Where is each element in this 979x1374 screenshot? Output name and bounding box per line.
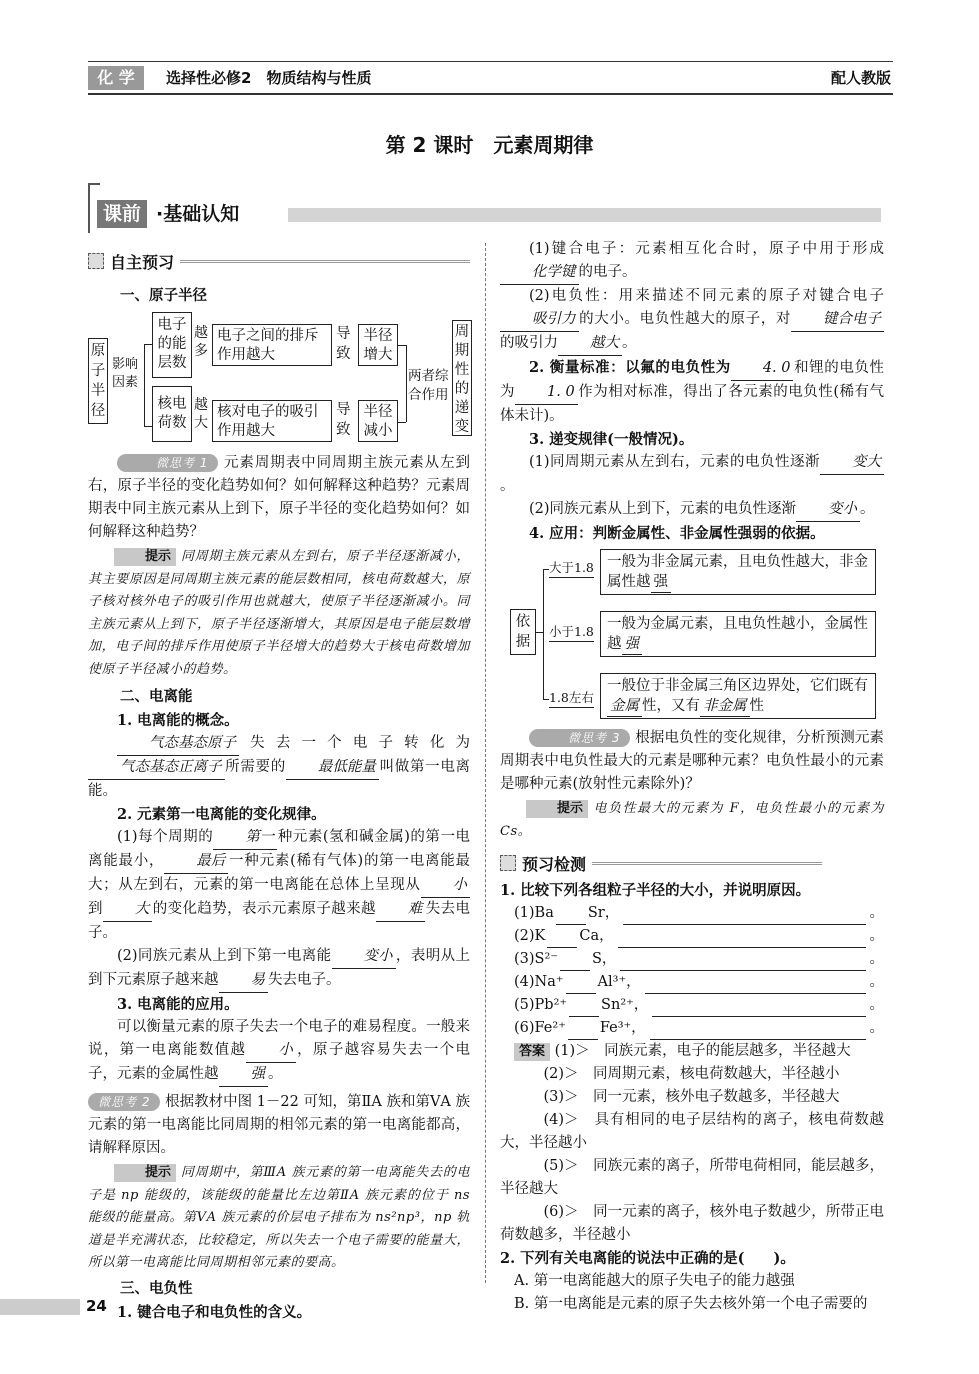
decrease-box: 半径减小: [358, 400, 398, 442]
compare-row: (1)Ba Sr， 。: [500, 902, 884, 925]
trend2: (2)同族元素从上到下，元素的电负性逐渐 变小 。: [500, 498, 884, 522]
attraction-box: 核对电子的吸引作用越大: [212, 400, 332, 442]
radius-diagram: [88, 312, 470, 444]
factor-label: 影响因素: [112, 357, 139, 390]
left-column: 自主预习 一、原子半径 原子半径 影响因素 电子的能层数 越多 电子之间的排斥作用越大 导致 半径增大 两者综合作用 周期性的递变 核电荷数 越大 核对电子的吸引作用越大 导致 半径减小 微思考 1 元素周期表中同周期主族元素从左到右，原子半径的变化趋势如何？如何解释这种趋势？元素周期表中同主族元素从上到下，原子半径的变化趋势如何？如何解释这种趋势？ 提示 同周期主族元素从左到右，原子半径逐渐减小，其主要原因是同周期主族元素的能层数相同，核电荷数越大，原子核对核外电子的吸引作用也就越大，使原子半径逐渐减小。同主族元素从上到下，原子半径逐渐增大，其原因是电子能层数增加，电子间的排斥作用使原子半径增大的趋势大于核电荷数增加使原子半径减小的趋势。 二、电离能 1. 电离能的概念。 气态基态原子 失去一个电子转化为气态基态正离子 所需要的 最低能量 叫做第一电离能。 2. 元素第一电离能的变化规律。 (1)每个周期的 第一 种元素(氢和碱金属)的第一电离能最小， 最后 一种元素(稀有气体)的第一电离能最大；从左到右，元素的第一电离能在总体上呈现从 小到 大 的变化趋势，表示元素原子越来越 难 失去电子。 (2)同族元素从上到下第一电离能 变小 ，表明从上到下元素原子越来越 易 失去电子。 3. 电离能的应用。 可以衡量元素的原子失去一个电子的难易程度。一般来说，第一电离能数值越 小 ，原子越容易失去一个电子，元素的金属性越 强 。 微思考 2 根据教材中图 1－22 可知，第ⅡA 族和第ⅤA 族元素的第一电离能比同周期的相邻元素的第一电离能都高，请解释原因。 提示 同周期中，第ⅢA 族元素的第一电离能失去的电子是 np 能级的，该能级的能量比左边第ⅡA 族元素的位于 ns 能级的能量高。第ⅤA 族元素的价层电子排布为 ns²np³，np 轨道是半充满状态，比较稳定，所以失去一个电子需要的能量大，所以第一电离能比同周期相邻元素的要高。 三、电负性 1. 键合电子和电负性的含义。: [88, 250, 470, 1324]
larger-label: 越大: [194, 397, 208, 431]
hint2-label: 提示: [114, 1164, 176, 1182]
compare-blank[interactable]: [568, 1024, 598, 1040]
header-bottom-rule: [88, 93, 893, 95]
think2-label: 微思考 2: [88, 1093, 160, 1111]
compare-row: (4)Na⁺ Al³⁺， 。: [500, 971, 884, 994]
think2: 微思考 2 根据教材中图 1－22 可知，第ⅡA 族和第ⅤA 族元素的第一电离能比同周期的相邻元素的第一电离能都高，请解释原因。: [88, 1094, 471, 1156]
hint2: 提示 同周期中，第ⅢA 族元素的第一电离能失去的电子是 np 能级的，该能级的能量比左边第ⅡA 族元素的位于 ns 能级的能量高。第ⅤA 族元素的价层电子排布为 ns²np³，np 轨道是半充满状态，比较稳定，所以失去一个电子需要的能量大，所以第一电离能比同周期相邻元素的要高。: [88, 1165, 470, 1270]
note-icon: [500, 855, 516, 871]
branch1-label: 大于1.8: [549, 559, 594, 578]
header-top-rule: [88, 61, 893, 62]
combined-label: 两者综合作用: [408, 368, 449, 403]
ionization-def: 气态基态原子 失去一个电子转化为气态基态正离子 所需要的 最低能量 叫做第一电离能。: [88, 732, 470, 803]
basis-box: 依据: [510, 609, 536, 655]
compare-row: (6)Fe²⁺ Fe³⁺， 。: [500, 1017, 884, 1040]
book-title: 选择性必修2 物质结构与性质: [166, 69, 372, 87]
reason-blank[interactable]: [645, 978, 866, 994]
lesson-title: 第 2 课时 元素周期律: [385, 133, 594, 157]
hint3: 提示 电负性最大的元素为 F，电负性最小的元素为 Cs。: [500, 801, 884, 839]
branch1-box: 一般为非金属元素，且电负性越大，非金属性越 强: [600, 549, 876, 595]
s1-heading: 一、原子半径: [120, 288, 207, 304]
compare-row: (5)Pb²⁺ Sn²⁺， 。: [500, 994, 884, 1017]
think3-label: 微思考 3: [529, 729, 630, 747]
check-heading: 预习检测: [500, 851, 884, 875]
bonding-electron: (1)键合电子：元素相互化合时，原子中用于形成化学键 的电子。: [500, 238, 884, 285]
trend1: (1)同周期元素从左到右，元素的电负性逐渐 变大。: [500, 451, 884, 498]
right-column: (1)键合电子：元素相互化合时，原子中用于形成化学键 的电子。 (2)电负性：用来描述不同元素的原子对键合电子吸引力 的大小。电负性越大的原子，对 键合电子的吸引力 越大 。 2. 衡量标准：以氟的电负性为 4. 0 和锂的电负性为 1. 0 作为相对标准，得出了各元素的电负性(稀有气体未计)。 3. 递变规律(一般情况)。 (1)同周期元素从左到右，元素的电负性逐渐 变大。 (2)同族元素从上到下，元素的电负性逐渐 变小 。 4. 应用：判断金属性、非金属性强弱的依据。 依据 大于1.8 一般为非金属元素，且电负性越大，非金属性越 强 小于1.8 一般为金属元素，且电负性越小，金属性越 强 1.8左右 一般位于非金属三角区边界处，它们既有金属 性，又有 非金属 性 微思考 3 根据电负性的变化规律，分析预测元素周期表中电负性最大的元素是哪种元素？电负性最小的元素是哪种元素(放射性元素除外)？ 提示 电负性最大的元素为 F，电负性最小的元素为 Cs。 预习检测 1. 比较下列各组粒子半径的大小，并说明原因。 (1)Ba Sr， 。 (2)K Ca， 。 (3)S²⁻ S， 。 (4)Na⁺ Al³⁺， 。 (5)Pb²⁺ Sn²⁺， 。 (6)Fe²⁺ Fe³⁺， 。 答案 (1)＞ 同族元素，电子的能层越多，半径越大 (2)＞ 同周期元素，核电荷数越大，半径越小 (3)＞ 同一元素，核外电子数越多，半径越大 (4)＞ 具有相同的电子层结构的离子，核电荷数越大，半径越小 (5)＞ 同族元素的离子，所带电荷相同，能层越多，半径越大 (6)＞ 同一元素的离子，核外电子数越少，所带正电荷数越多，半径越小 2. 下列有关电离能的说法中正确的是( )。 A. 第一电离能越大的原子失电子的能力越强 B. 第一电离能是元素的原子失去核外第一个电子需要的: [500, 238, 884, 1316]
compare-blank[interactable]: [569, 1001, 599, 1017]
reason-blank[interactable]: [623, 909, 865, 925]
application: 可以衡量元素的原子失去一个电子的难易程度。一般来说，第一电离能数值越 小 ，原子越容易失去一个电子，元素的金属性越 强 。: [88, 1016, 470, 1087]
basis-tree: [500, 549, 884, 721]
banner-bar: [288, 208, 881, 222]
preview-heading: 自主预习: [88, 250, 470, 272]
leads2-label: 导致: [336, 402, 351, 438]
hint3-label: 提示: [526, 800, 588, 818]
compare-row: (3)S²⁻ S， 。: [500, 948, 884, 971]
reason-blank[interactable]: [618, 932, 866, 948]
reason-blank[interactable]: [620, 955, 865, 971]
elec-layers-box: 电子的能层数: [152, 312, 192, 378]
branch3-label: 1.8左右: [549, 689, 594, 708]
edition: 配人教版: [830, 69, 891, 87]
increase-box: 半径增大: [358, 324, 398, 366]
subject-tag: 化 学: [88, 66, 144, 90]
charge-box: 核电荷数: [152, 386, 192, 442]
banner-text: ·基础认知: [156, 203, 240, 225]
column-divider: [485, 243, 486, 1283]
compare-row: (2)K Ca， 。: [500, 925, 884, 948]
footer-bar: [0, 1299, 80, 1315]
branch2-label: 小于1.8: [549, 623, 594, 642]
compare-blank[interactable]: [547, 932, 577, 948]
more-label: 越多: [194, 325, 208, 359]
periodic-box: 周期性的递变: [452, 320, 472, 436]
radius-box: 原子半径: [88, 338, 108, 424]
reason-blank[interactable]: [650, 1024, 866, 1040]
compare-blank[interactable]: [556, 909, 586, 925]
page-number: 24: [86, 1297, 107, 1315]
s3-heading: 三、电负性: [120, 1280, 193, 1297]
branch2-box: 一般为金属元素，且电负性越小，金属性越 强: [600, 611, 876, 657]
think3: 微思考 3 根据电负性的变化规律，分析预测元素周期表中电负性最大的元素是哪种元素？电负性最小的元素是哪种元素(放射性元素除外)？: [500, 730, 885, 792]
rule2: (2)同族元素从上到下第一电离能 变小 ，表明从上到下元素原子越来越 易 失去电子。: [88, 945, 470, 993]
answer-block: 答案 (1)＞ 同族元素，电子的能层越多，半径越大: [500, 1040, 884, 1063]
banner-tag: 课前: [97, 200, 147, 228]
leads1-label: 导致: [336, 326, 351, 362]
compare-blank[interactable]: [566, 978, 596, 994]
repulsion-box: 电子之间的排斥作用越大: [212, 324, 332, 366]
hint1-label: 提示: [114, 548, 176, 566]
compare-blank[interactable]: [560, 955, 590, 971]
pair-list: [500, 902, 884, 1040]
option-a[interactable]: A. 第一电离能越大的原子失电子的能力越强: [514, 1273, 795, 1289]
hint1: 提示 同周期主族元素从左到右，原子半径逐渐减小，其主要原因是同周期主族元素的能层数相同，核电荷数越大，原子核对核外电子的吸引作用也就越大，使原子半径逐渐减小。同主族元素从上到下，原子半径逐渐增大，其原因是电子能层数增加，电子间的排斥作用使原子半径增大的趋势大于核电荷数增加使原子半径减小的趋势。: [88, 549, 470, 677]
reason-blank[interactable]: [652, 1001, 865, 1017]
rule1: (1)每个周期的 第一 种元素(氢和碱金属)的第一电离能最小， 最后 一种元素(稀有气体)的第一电离能最大；从左到右，元素的第一电离能在总体上呈现从 小到 大 的变化趋势，表示元素原子越来越 难 失去电子。: [88, 826, 470, 945]
option-b[interactable]: B. 第一电离能是元素的原子失去核外第一个电子需要的: [514, 1296, 868, 1312]
branch3-box: 一般位于非金属三角区边界处，它们既有金属 性，又有 非金属 性: [600, 673, 876, 719]
electronegativity-def: (2)电负性：用来描述不同元素的原子对键合电子吸引力 的大小。电负性越大的原子，对 键合电子的吸引力 越大 。: [500, 285, 884, 356]
measure-standard: 2. 衡量标准：以氟的电负性为 4. 0 和锂的电负性为 1. 0 作为相对标准，得出了各元素的电负性(稀有气体未计)。: [500, 359, 885, 424]
note-icon: [88, 253, 104, 269]
think1: 微思考 1 元素周期表中同周期主族元素从左到右，原子半径的变化趋势如何？如何解释这种趋势？元素周期表中同主族元素从上到下，原子半径的变化趋势如何？如何解释这种趋势？: [88, 455, 471, 540]
think1-label: 微思考 1: [117, 454, 218, 472]
s2-heading: 二、电离能: [120, 689, 193, 705]
